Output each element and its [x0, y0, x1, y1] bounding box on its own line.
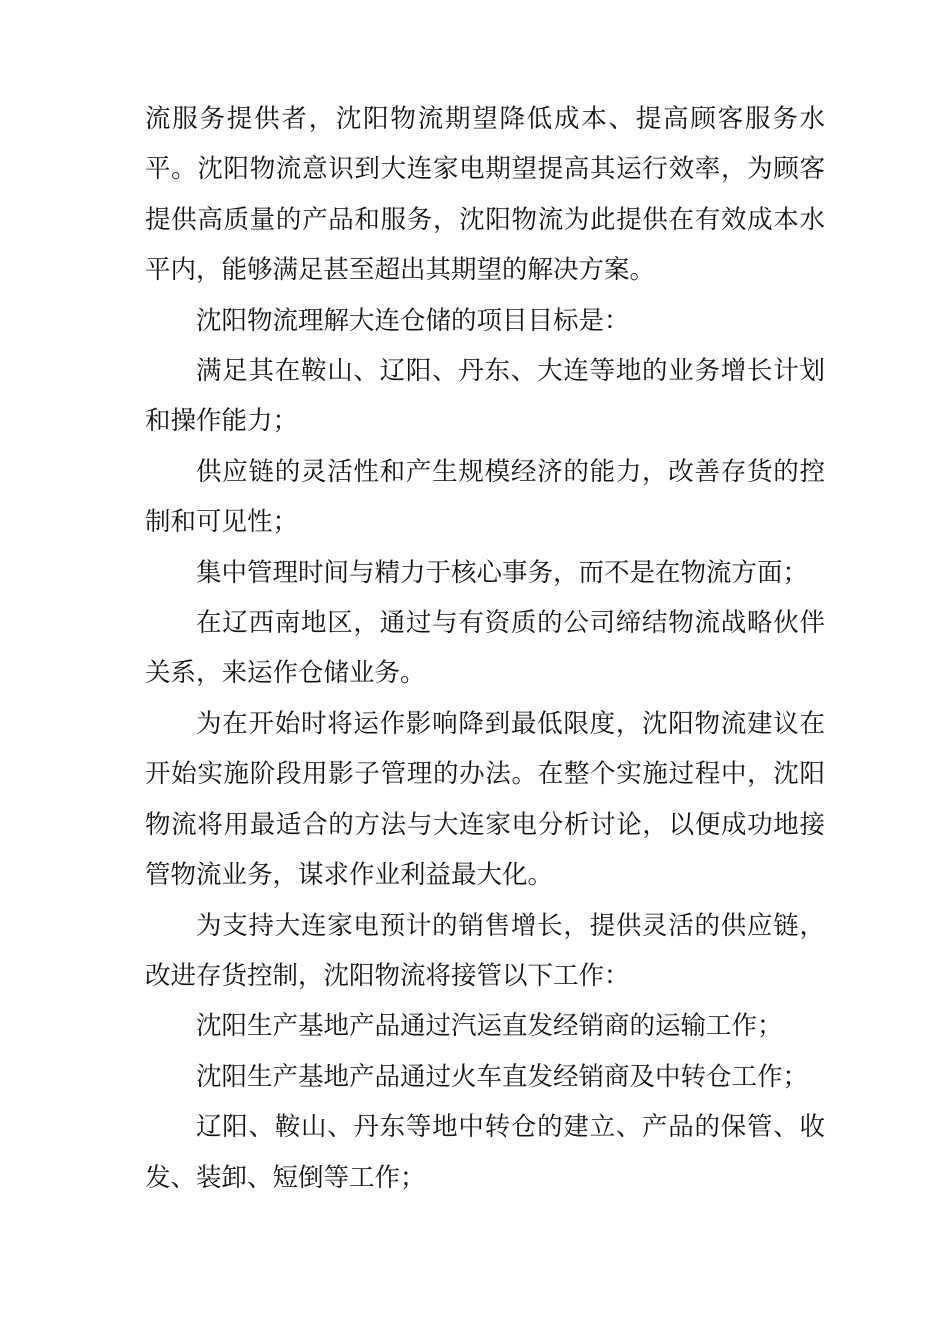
paragraph-7: 为在开始时将运作影响降到最低限度，沈阳物流建议在开始实施阶段用影子管理的办法。在整个实施过程中，沈阳物流将用最适合的方法与大连家电分析讨论，以便成功地接管物流业务，谋求作业利益最大化。 — [145, 708, 825, 891]
paragraph-4: 供应链的灵活性和产生规模经济的能力，改善存货的控制和可见性； — [145, 456, 825, 538]
paragraph-6: 在辽西南地区，通过与有资质的公司缔结物流战略伙伴关系，来运作仓储业务。 — [145, 608, 825, 689]
paragraph-1: 流服务提供者，沈阳物流期望降低成本、提高顾客服务水平。沈阳物流意识到大连家电期望提高其运行效率，为顾客提供高质量的产品和服务，沈阳物流为此提供在有效成本水平内，能够满足甚至超出其期望的解决方案。 — [145, 104, 825, 286]
paragraph-2: 沈阳物流理解大连仓储的项目目标是： — [196, 305, 630, 336]
paragraph-5: 集中管理时间与精力于核心事务，而不是在物流方面； — [196, 557, 809, 588]
paragraph-3: 满足其在鞍山、辽阳、丹东、大连等地的业务增长计划和操作能力； — [145, 356, 825, 437]
paragraph-11: 辽阳、鞍山、丹东等地中转仓的建立、产品的保管、收发、装卸、短倒等工作； — [145, 1112, 825, 1193]
paragraph-9: 沈阳生产基地产品通过汽运直发经销商的运输工作； — [196, 1011, 783, 1042]
paragraph-8: 为支持大连家电预计的销售增长，提供灵活的供应链，改进存货控制，沈阳物流将接管以下工作： — [145, 910, 825, 991]
paragraph-10: 沈阳生产基地产品通过火车直发经销商及中转仓工作； — [196, 1061, 809, 1092]
document-body — [145, 94, 825, 1203]
